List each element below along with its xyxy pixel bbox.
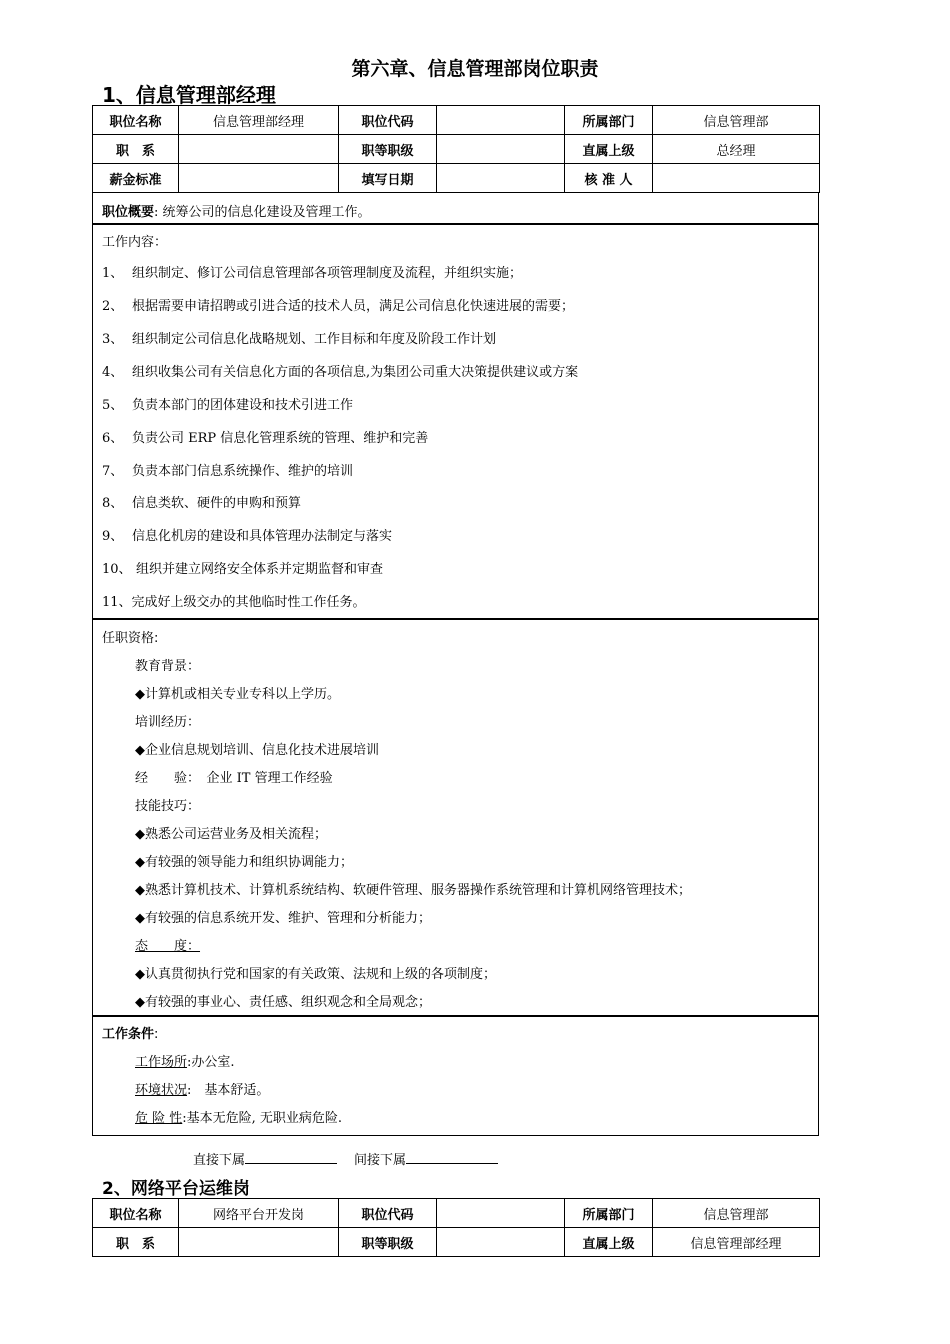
- position-summary: [92, 192, 819, 225]
- qualification-line: ◆有较强的领导能力和组织协调能力；: [135, 855, 353, 870]
- list-item: [102, 295, 574, 314]
- work-content: [92, 223, 819, 620]
- qualification-line: 技能技巧：: [135, 799, 201, 814]
- item-number: 5、: [102, 398, 124, 413]
- grade-label: 职等职级: [339, 1228, 437, 1257]
- item-text: 根据需要申请招聘或引进合适的技术人员，满足公司信息化快速进展的需要；: [132, 299, 575, 314]
- section-1-info-table: [92, 105, 820, 193]
- item-text: 负责本部门的团体建设和技术引进工作: [132, 398, 354, 413]
- job-family-label: 职 系: [93, 1228, 179, 1257]
- position-name-value: 信息管理部经理: [179, 106, 339, 135]
- position-name-label: 职位名称: [93, 106, 179, 135]
- condition-key: 危 险 性: [135, 1111, 183, 1126]
- summary-label: 职位概要: [102, 205, 155, 220]
- list-item: [102, 460, 353, 479]
- condition-line: [135, 1051, 235, 1070]
- item-number: 10、: [102, 562, 132, 577]
- item-text: 信息化机房的建设和具体管理办法制定与落实: [132, 529, 393, 544]
- qualifications: [92, 618, 819, 1017]
- item-number: 1、: [102, 266, 124, 281]
- position-code-label: 职位代码: [339, 1199, 437, 1228]
- page-title: 第六章、信息管理部岗位职责: [351, 58, 599, 80]
- item-number: 8、: [102, 496, 124, 511]
- item-text: 组织并建立网络安全体系并定期监督和审查: [136, 562, 384, 577]
- section-2-info-table: [92, 1198, 820, 1257]
- qualification-line: ◆熟悉计算机技术、计算机系统结构、软硬件管理、服务器操作系统管理和计算机网络管理技术；: [135, 883, 691, 898]
- supervisor-label: 直属上级: [565, 135, 653, 164]
- supervisor-label: 直属上级: [565, 1228, 653, 1257]
- fill-date-label: 填写日期: [339, 164, 437, 193]
- list-item: [102, 427, 428, 446]
- position-code-value: [437, 106, 565, 135]
- condition-key: 环境状况: [135, 1083, 188, 1098]
- work-content-label: 工作内容：: [102, 235, 168, 250]
- condition-line: [135, 1079, 269, 1098]
- item-number: 3、: [102, 332, 124, 347]
- grade-value: [437, 1228, 565, 1257]
- qualifications-label: 任职资格:: [102, 631, 159, 646]
- table-row: [93, 106, 820, 135]
- section-1-heading: 1、信息管理部经理: [102, 83, 276, 107]
- condition-line: [135, 1107, 342, 1126]
- qualification-line: 培训经历：: [135, 715, 201, 730]
- indirect-subordinates-label: 间接下属: [354, 1153, 407, 1168]
- item-text: 11、完成好上级交办的其他临时性工作任务。: [102, 595, 366, 610]
- approver-label: 核 准 人: [565, 164, 653, 193]
- department-value: 信息管理部: [653, 1199, 820, 1228]
- item-text: 组织制定公司信息化战略规划、工作目标和年度及阶段工作计划: [132, 332, 497, 347]
- grade-label: 职等职级: [339, 135, 437, 164]
- list-item: [102, 591, 366, 610]
- qualification-line: ◆计算机或相关专业专科以上学历。: [135, 687, 340, 702]
- direct-subordinates-label: 直接下属: [193, 1153, 246, 1168]
- item-text: 负责本部门信息系统操作、维护的培训: [132, 464, 354, 479]
- item-text: 组织制定、修订公司信息管理部各项管理制度及流程，并组织实施；: [132, 266, 523, 281]
- qualification-line: 态 度：: [135, 939, 201, 954]
- indirect-subordinates-blank: [406, 1151, 498, 1164]
- qualification-line: 经 验： 企业 IT 管理工作经验: [135, 771, 333, 786]
- job-family-value: [179, 135, 339, 164]
- item-number: 2、: [102, 299, 124, 314]
- work-conditions-sep: :: [154, 1027, 159, 1042]
- table-row: [93, 164, 820, 193]
- department-label: 所属部门: [565, 1199, 653, 1228]
- salary-label: 薪金标准: [93, 164, 179, 193]
- condition-value: :办公室.: [187, 1055, 235, 1070]
- item-text: 负责公司 ERP 信息化管理系统的管理、维护和完善: [132, 431, 429, 446]
- department-value: 信息管理部: [653, 106, 820, 135]
- department-label: 所属部门: [565, 106, 653, 135]
- supervisor-value: 信息管理部经理: [653, 1228, 820, 1257]
- qualification-line: ◆认真贯彻执行党和国家的有关政策、法规和上级的各项制度；: [135, 967, 496, 982]
- fill-date-value: [437, 164, 565, 193]
- table-row: [93, 1199, 820, 1228]
- item-text: 组织收集公司有关信息化方面的各项信息,为集团公司重大决策提供建议或方案: [132, 365, 579, 380]
- list-item: [102, 525, 392, 544]
- qualification-line: ◆有较强的事业心、责任感、组织观念和全局观念；: [135, 995, 431, 1010]
- work-conditions-label: 工作条件: [102, 1027, 155, 1042]
- list-item: [102, 492, 301, 511]
- list-item: [102, 558, 383, 577]
- qualification-line: 教育背景：: [135, 659, 201, 674]
- section-2-heading: 2、网络平台运维岗: [102, 1179, 250, 1199]
- list-item: [102, 328, 496, 347]
- work-conditions: [92, 1015, 819, 1136]
- qualification-line: ◆企业信息规划培训、信息化技术进展培训: [135, 743, 379, 758]
- summary-text: 统筹公司的信息化建设及管理工作。: [162, 205, 371, 220]
- item-number: 7、: [102, 464, 124, 479]
- position-code-value: [437, 1199, 565, 1228]
- list-item: [102, 262, 522, 281]
- item-number: 4、: [102, 365, 124, 380]
- position-code-label: 职位代码: [339, 106, 437, 135]
- direct-subordinates: [193, 1149, 337, 1168]
- job-family-label: 职 系: [93, 135, 179, 164]
- qualification-line: ◆熟悉公司运营业务及相关流程；: [135, 827, 327, 842]
- job-family-value: [179, 1228, 339, 1257]
- supervisor-value: 总经理: [653, 135, 820, 164]
- qualification-line: ◆有较强的信息系统开发、维护、管理和分析能力；: [135, 911, 431, 926]
- table-row: [93, 1228, 820, 1257]
- condition-value: : 基本舒适。: [187, 1083, 270, 1098]
- condition-key: 工作场所: [135, 1055, 188, 1070]
- list-item: [102, 394, 353, 413]
- list-item: [102, 361, 578, 380]
- item-number: 6、: [102, 431, 124, 446]
- condition-value: :基本无危险, 无职业病危险.: [182, 1111, 343, 1126]
- direct-subordinates-blank: [245, 1151, 337, 1164]
- position-name-label: 职位名称: [93, 1199, 179, 1228]
- item-number: 9、: [102, 529, 124, 544]
- summary-sep: :: [154, 205, 159, 220]
- indirect-subordinates: [354, 1149, 498, 1168]
- approver-value: [653, 164, 820, 193]
- grade-value: [437, 135, 565, 164]
- position-name-value: 网络平台开发岗: [179, 1199, 339, 1228]
- salary-value: [179, 164, 339, 193]
- item-text: 信息类软、硬件的申购和预算: [132, 496, 302, 511]
- table-row: [93, 135, 820, 164]
